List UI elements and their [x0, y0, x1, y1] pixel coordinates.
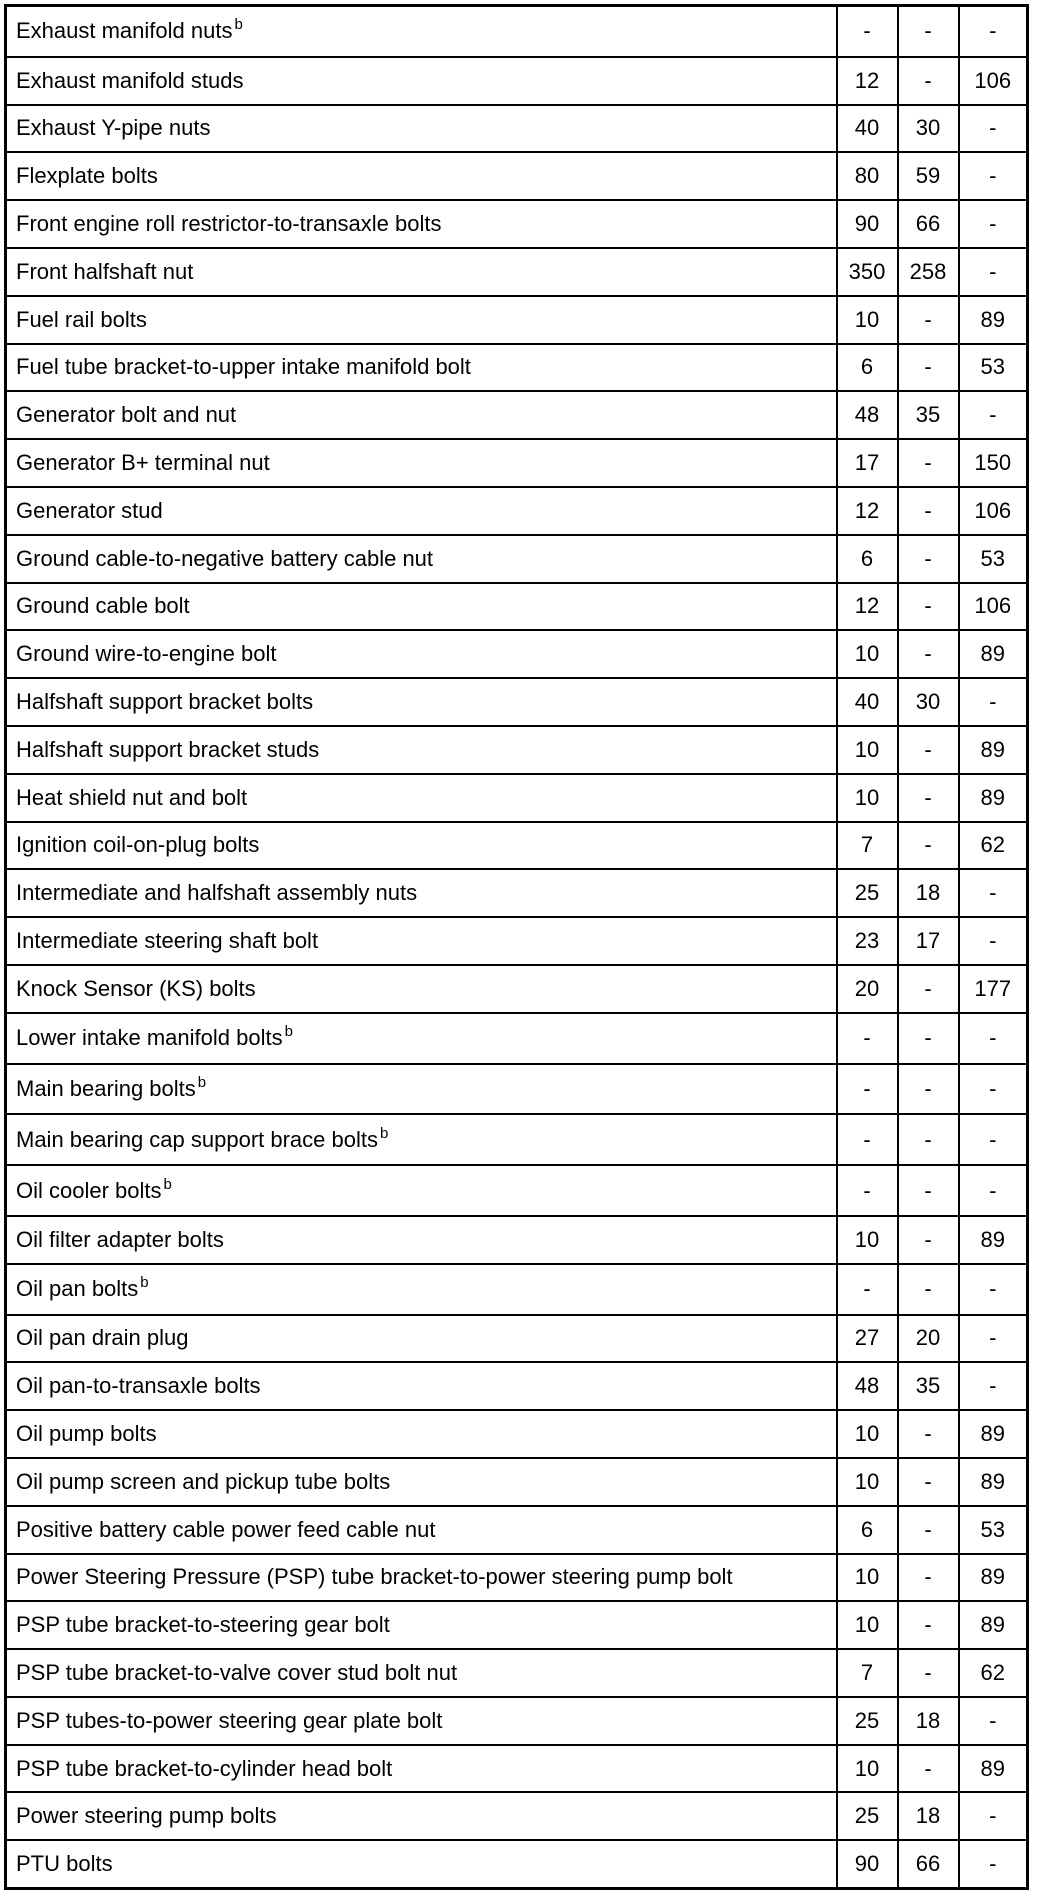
footnote-marker: b: [284, 1023, 293, 1041]
torque-nm-value: 25: [837, 1697, 898, 1745]
fastener-description-cell: [6, 1165, 837, 1216]
table-row: [6, 917, 1028, 965]
torque-nm-value: 7: [837, 822, 898, 870]
fastener-description: Generator B+ terminal nut: [16, 450, 270, 476]
fastener-description-cell: [6, 1506, 837, 1554]
fastener-description-cell: [6, 774, 837, 822]
torque-lbin-value: 106: [959, 583, 1028, 631]
fastener-description: Exhaust Y-pipe nuts: [16, 115, 211, 141]
torque-lbft-value: 30: [898, 105, 959, 153]
torque-nm-value: 40: [837, 105, 898, 153]
fastener-description-cell: [6, 57, 837, 105]
fastener-description-cell: [6, 1013, 837, 1064]
fastener-description-cell: [6, 487, 837, 535]
table-row: [6, 1165, 1028, 1216]
torque-nm-value: 12: [837, 583, 898, 631]
torque-lbft-value: -: [898, 57, 959, 105]
fastener-description: Lower intake manifold bolts: [16, 1025, 283, 1051]
table-row: [6, 774, 1028, 822]
table-row: [6, 1013, 1028, 1064]
torque-lbft-value: -: [898, 6, 959, 57]
fastener-description-cell: [6, 1840, 837, 1888]
fastener-description: PSP tube bracket-to-steering gear bolt: [16, 1612, 390, 1638]
table-row: [6, 1745, 1028, 1793]
fastener-description-cell: [6, 822, 837, 870]
torque-lbin-value: -: [959, 6, 1028, 57]
torque-lbin-value: -: [959, 391, 1028, 439]
fastener-description: PSP tube bracket-to-valve cover stud bolt nut: [16, 1659, 458, 1685]
torque-lbft-value: 59: [898, 152, 959, 200]
fastener-description: Ground cable-to-negative battery cable nut: [16, 545, 434, 571]
torque-lbft-value: -: [898, 487, 959, 535]
fastener-description-cell: [6, 1362, 837, 1410]
table-row: [6, 1264, 1028, 1315]
torque-spec-table: [4, 4, 1029, 1890]
torque-nm-value: 48: [837, 391, 898, 439]
torque-nm-value: 10: [837, 774, 898, 822]
fastener-description-cell: [6, 200, 837, 248]
torque-lbin-value: -: [959, 869, 1028, 917]
torque-lbin-value: -: [959, 1013, 1028, 1064]
table-row: [6, 822, 1028, 870]
torque-lbft-value: 18: [898, 869, 959, 917]
table-row: [6, 105, 1028, 153]
fastener-description: Oil pump screen and pickup tube bolts: [16, 1468, 391, 1494]
torque-lbin-value: 89: [959, 296, 1028, 344]
fastener-description-cell: [6, 1114, 837, 1165]
table-row: [6, 1362, 1028, 1410]
torque-lbft-value: -: [898, 296, 959, 344]
torque-lbin-value: -: [959, 917, 1028, 965]
torque-lbin-value: -: [959, 1792, 1028, 1840]
torque-nm-value: 10: [837, 1458, 898, 1506]
fastener-description: Fuel rail bolts: [16, 306, 147, 332]
torque-lbft-value: -: [898, 1013, 959, 1064]
torque-nm-value: 10: [837, 1745, 898, 1793]
torque-lbin-value: -: [959, 1114, 1028, 1165]
torque-lbft-value: 258: [898, 248, 959, 296]
table-row: [6, 152, 1028, 200]
torque-nm-value: -: [837, 1264, 898, 1315]
torque-nm-value: 48: [837, 1362, 898, 1410]
torque-lbft-value: -: [898, 1745, 959, 1793]
table-row: [6, 487, 1028, 535]
fastener-description-cell: [6, 344, 837, 392]
fastener-description: PSP tube bracket-to-cylinder head bolt: [16, 1755, 393, 1781]
torque-lbin-value: -: [959, 1362, 1028, 1410]
torque-nm-value: 10: [837, 726, 898, 774]
torque-nm-value: 12: [837, 57, 898, 105]
torque-lbin-value: 89: [959, 726, 1028, 774]
footnote-marker: b: [380, 1124, 389, 1142]
torque-lbin-value: 53: [959, 1506, 1028, 1554]
table-row: [6, 965, 1028, 1013]
fastener-description: Generator bolt and nut: [16, 402, 237, 428]
fastener-description-cell: [6, 726, 837, 774]
fastener-description: Oil pan drain plug: [16, 1325, 189, 1351]
fastener-description: Generator stud: [16, 497, 163, 523]
table-row: [6, 200, 1028, 248]
fastener-description-cell: [6, 296, 837, 344]
fastener-description: Oil filter adapter bolts: [16, 1226, 224, 1252]
torque-lbin-value: -: [959, 152, 1028, 200]
fastener-description: Oil pump bolts: [16, 1421, 157, 1446]
torque-nm-value: 6: [837, 535, 898, 583]
torque-nm-value: 40: [837, 678, 898, 726]
torque-lbft-value: -: [898, 1114, 959, 1165]
torque-lbin-value: -: [959, 200, 1028, 248]
torque-lbft-value: -: [898, 535, 959, 583]
fastener-description: Fuel tube bracket-to-upper intake manifold bolt: [16, 354, 471, 380]
fastener-description-cell: [6, 1554, 837, 1602]
fastener-description: Front halfshaft nut: [16, 258, 194, 284]
fastener-description-cell: [6, 1410, 837, 1458]
torque-lbft-value: 35: [898, 391, 959, 439]
table-row: [6, 296, 1028, 344]
fastener-description: Main bearing bolts: [16, 1075, 196, 1101]
torque-lbft-value: 35: [898, 1362, 959, 1410]
table-row: [6, 1601, 1028, 1649]
torque-nm-value: 23: [837, 917, 898, 965]
torque-nm-value: -: [837, 1064, 898, 1115]
torque-spec-body: [6, 6, 1028, 1889]
torque-lbin-value: -: [959, 1264, 1028, 1315]
torque-nm-value: 12: [837, 487, 898, 535]
fastener-description: Heat shield nut and bolt: [16, 784, 248, 810]
fastener-description: Oil pan-to-transaxle bolts: [16, 1373, 261, 1399]
fastener-description: Ground wire-to-engine bolt: [16, 641, 277, 667]
fastener-description-cell: [6, 391, 837, 439]
torque-lbft-value: -: [898, 1264, 959, 1315]
torque-lbin-value: -: [959, 105, 1028, 153]
torque-nm-value: -: [837, 1013, 898, 1064]
torque-nm-value: 27: [837, 1315, 898, 1363]
torque-nm-value: 20: [837, 965, 898, 1013]
torque-lbft-value: -: [898, 630, 959, 678]
torque-lbft-value: -: [898, 1165, 959, 1216]
fastener-description-cell: [6, 105, 837, 153]
torque-lbin-value: 53: [959, 344, 1028, 392]
fastener-description: Knock Sensor (KS) bolts: [16, 975, 256, 1001]
torque-lbin-value: 89: [959, 1745, 1028, 1793]
table-row: [6, 678, 1028, 726]
fastener-description-cell: [6, 535, 837, 583]
fastener-description-cell: [6, 1264, 837, 1315]
fastener-description: Oil cooler bolts: [16, 1177, 162, 1203]
table-row: [6, 1064, 1028, 1115]
torque-lbin-value: -: [959, 1697, 1028, 1745]
table-row: [6, 1697, 1028, 1745]
fastener-description: Power steering pump bolts: [16, 1803, 277, 1829]
torque-nm-value: -: [837, 6, 898, 57]
fastener-description-cell: [6, 1745, 837, 1793]
torque-lbin-value: 62: [959, 1649, 1028, 1697]
fastener-description-cell: [6, 917, 837, 965]
table-row: [6, 1649, 1028, 1697]
torque-lbft-value: 30: [898, 678, 959, 726]
table-row: [6, 535, 1028, 583]
torque-lbin-value: 150: [959, 439, 1028, 487]
torque-lbft-value: -: [898, 1649, 959, 1697]
table-row: [6, 583, 1028, 631]
torque-lbin-value: 53: [959, 535, 1028, 583]
fastener-description: Exhaust manifold studs: [16, 67, 244, 93]
torque-nm-value: 90: [837, 200, 898, 248]
torque-lbin-value: 89: [959, 1410, 1028, 1458]
fastener-description-cell: [6, 1216, 837, 1264]
table-row: [6, 1410, 1028, 1458]
torque-nm-value: 10: [837, 1554, 898, 1602]
torque-nm-value: 10: [837, 296, 898, 344]
fastener-description: Intermediate and halfshaft assembly nuts: [16, 880, 418, 906]
fastener-description: Ground cable bolt: [16, 593, 190, 619]
torque-lbft-value: -: [898, 1410, 959, 1458]
torque-lbft-value: -: [898, 439, 959, 487]
torque-lbft-value: -: [898, 583, 959, 631]
fastener-description: Intermediate steering shaft bolt: [16, 928, 319, 954]
footnote-marker: b: [140, 1274, 149, 1292]
table-row: [6, 869, 1028, 917]
torque-lbin-value: 106: [959, 57, 1028, 105]
footnote-marker: b: [234, 16, 243, 34]
torque-lbft-value: -: [898, 1216, 959, 1264]
table-row: [6, 1792, 1028, 1840]
fastener-description: Positive battery cable power feed cable nut: [16, 1516, 436, 1542]
fastener-description-cell: [6, 248, 837, 296]
torque-nm-value: 6: [837, 1506, 898, 1554]
table-row: [6, 1216, 1028, 1264]
fastener-description-cell: [6, 1792, 837, 1840]
table-row: [6, 248, 1028, 296]
fastener-description-cell: [6, 583, 837, 631]
table-row: [6, 391, 1028, 439]
fastener-description-cell: [6, 439, 837, 487]
torque-lbft-value: -: [898, 774, 959, 822]
torque-lbft-value: -: [898, 965, 959, 1013]
torque-nm-value: 350: [837, 248, 898, 296]
fastener-description: Power Steering Pressure (PSP) tube bracket-to-power steering pump bolt: [16, 1564, 733, 1590]
table-row: [6, 1554, 1028, 1602]
torque-lbft-value: -: [898, 726, 959, 774]
torque-lbin-value: -: [959, 1165, 1028, 1216]
torque-lbin-value: -: [959, 1840, 1028, 1888]
torque-lbin-value: 89: [959, 1216, 1028, 1264]
torque-nm-value: 10: [837, 1601, 898, 1649]
torque-lbin-value: -: [959, 248, 1028, 296]
fastener-description: Main bearing cap support brace bolts: [16, 1126, 378, 1152]
table-row: [6, 1315, 1028, 1363]
torque-lbft-value: 20: [898, 1315, 959, 1363]
fastener-description: Exhaust manifold nuts: [16, 18, 233, 44]
torque-lbft-value: -: [898, 1064, 959, 1115]
table-row: [6, 630, 1028, 678]
torque-lbin-value: 89: [959, 1458, 1028, 1506]
table-row: [6, 57, 1028, 105]
torque-nm-value: 10: [837, 1216, 898, 1264]
fastener-description-cell: [6, 1458, 837, 1506]
fastener-description: PTU bolts: [16, 1851, 113, 1877]
torque-nm-value: 6: [837, 344, 898, 392]
fastener-description-cell: [6, 1601, 837, 1649]
fastener-description: Halfshaft support bracket studs: [16, 736, 320, 762]
torque-lbin-value: 89: [959, 1601, 1028, 1649]
torque-lbft-value: -: [898, 344, 959, 392]
footnote-marker: b: [197, 1073, 207, 1091]
torque-lbin-value: 177: [959, 965, 1028, 1013]
torque-nm-value: 80: [837, 152, 898, 200]
fastener-description-cell: [6, 152, 837, 200]
torque-lbin-value: -: [959, 1315, 1028, 1363]
table-row: [6, 439, 1028, 487]
torque-lbin-value: 89: [959, 1554, 1028, 1602]
fastener-description-cell: [6, 1064, 837, 1115]
torque-lbin-value: 62: [959, 822, 1028, 870]
fastener-description: Ignition coil-on-plug bolts: [16, 832, 260, 858]
table-row: [6, 1506, 1028, 1554]
fastener-description-cell: [6, 1649, 837, 1697]
fastener-description-cell: [6, 678, 837, 726]
fastener-description-cell: [6, 6, 837, 57]
fastener-description: PSP tubes-to-power steering gear plate bolt: [16, 1707, 443, 1733]
torque-lbin-value: -: [959, 1064, 1028, 1115]
torque-lbin-value: 89: [959, 774, 1028, 822]
torque-nm-value: -: [837, 1114, 898, 1165]
torque-lbin-value: 106: [959, 487, 1028, 535]
table-row: [6, 344, 1028, 392]
torque-lbft-value: -: [898, 1554, 959, 1602]
torque-nm-value: 25: [837, 1792, 898, 1840]
torque-lbft-value: 66: [898, 1840, 959, 1888]
fastener-description-cell: [6, 965, 837, 1013]
fastener-description: Halfshaft support bracket bolts: [16, 689, 314, 715]
fastener-description: Flexplate bolts: [16, 163, 158, 189]
torque-lbft-value: -: [898, 1458, 959, 1506]
torque-lbft-value: -: [898, 1601, 959, 1649]
table-row: [6, 1114, 1028, 1165]
torque-lbft-value: 66: [898, 200, 959, 248]
torque-lbin-value: -: [959, 678, 1028, 726]
torque-nm-value: 7: [837, 1649, 898, 1697]
table-row: [6, 1458, 1028, 1506]
fastener-description-cell: [6, 1697, 837, 1745]
torque-nm-value: 17: [837, 439, 898, 487]
torque-lbin-value: 89: [959, 630, 1028, 678]
table-row: [6, 726, 1028, 774]
torque-nm-value: 10: [837, 1410, 898, 1458]
torque-nm-value: 90: [837, 1840, 898, 1888]
footnote-marker: b: [163, 1175, 172, 1193]
torque-lbft-value: -: [898, 822, 959, 870]
fastener-description-cell: [6, 869, 837, 917]
fastener-description: Front engine roll restrictor-to-transaxle bolts: [16, 211, 442, 237]
torque-lbft-value: 17: [898, 917, 959, 965]
fastener-description-cell: [6, 630, 837, 678]
fastener-description: Oil pan bolts: [16, 1276, 139, 1302]
torque-lbft-value: 18: [898, 1697, 959, 1745]
torque-lbft-value: 18: [898, 1792, 959, 1840]
torque-lbft-value: -: [898, 1506, 959, 1554]
torque-nm-value: 10: [837, 630, 898, 678]
table-row: [6, 6, 1028, 57]
fastener-description-cell: [6, 1315, 837, 1363]
table-row: [6, 1840, 1028, 1888]
torque-nm-value: 25: [837, 869, 898, 917]
torque-nm-value: -: [837, 1165, 898, 1216]
